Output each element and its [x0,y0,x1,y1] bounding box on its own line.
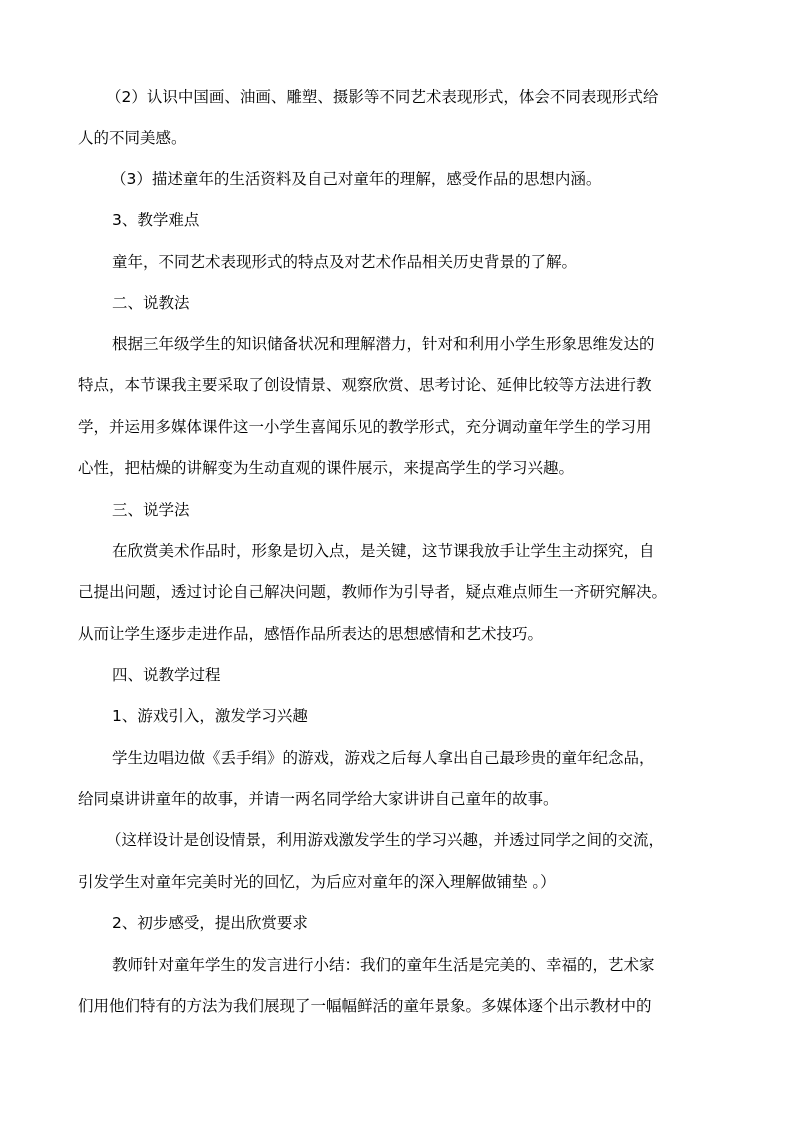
paragraph-line: （2）认识中国画、油画、雕塑、摄影等不同艺术表现形式，体会不同表现形式给 [106,88,659,106]
section-heading: 四、说教学过程 [112,666,221,684]
paragraph-line: 给同桌讲讲童年的故事，并请一两名同学给大家讲讲自己童年的故事。 [78,790,559,808]
paragraph-line: 学生边唱边做《丢手绢》的游戏，游戏之后每人拿出自己最珍贵的童年纪念品， [112,749,655,767]
section-heading: 1、游戏引入，激发学习兴趣 [112,707,308,725]
paragraph-line: 学，并运用多媒体课件这一小学生喜闻乐见的教学形式，充分调动童年学生的学习用 [78,418,652,436]
paragraph-line: 特点，本节课我主要采取了创设情景、观察欣赏、思考讨论、延伸比较等方法进行教 [78,376,652,394]
paragraph-line: 心性，把枯燥的讲解变为生动直观的课件展示，来提高学生的学习兴趣。 [78,459,575,477]
paragraph-line: 根据三年级学生的知识储备状况和理解潜力，针对和利用小学生形象思维发达的 [112,335,655,353]
paragraph-line: （这样设计是创设情景，利用游戏激发学生的学习兴趣，并透过同学之间的交流， [106,831,665,849]
paragraph-line: 童年，不同艺术表现形式的特点及对艺术作品相关历史背景的了解。 [112,253,578,271]
paragraph-line: 人的不同美感。 [78,129,187,147]
paragraph-line: （3）描述童年的生活资料及自己对童年的理解，感受作品的思想内涵。 [111,170,602,188]
paragraph-line: 教师针对童年学生的发言进行小结：我们的童年生活是完美的、幸福的，艺术家 [112,956,655,974]
paragraph-line: 从而让学生逐步走进作品，感悟作品所表达的思想感情和艺术技巧。 [78,625,544,643]
section-heading: 三、说学法 [112,501,190,519]
paragraph-line: 在欣赏美术作品时，形象是切入点，是关键，这节课我放手让学生主动探究，自 [112,542,655,560]
section-heading: 二、说教法 [112,294,190,312]
paragraph-line: 们用他们特有的方法为我们展现了一幅幅鲜活的童年景象。多媒体逐个出示教材中的 [78,997,652,1015]
section-heading: 2、初步感受，提出欣赏要求 [112,914,308,932]
paragraph-line: 己提出问题，透过讨论自己解决问题，教师作为引导者，疑点难点师生一齐研究解决。 [78,583,668,601]
paragraph-line: 引发学生对童年完美时光的回忆，为后应对童年的深入理解做铺垫 。） [78,873,556,891]
section-heading: 3、教学难点 [112,211,200,229]
